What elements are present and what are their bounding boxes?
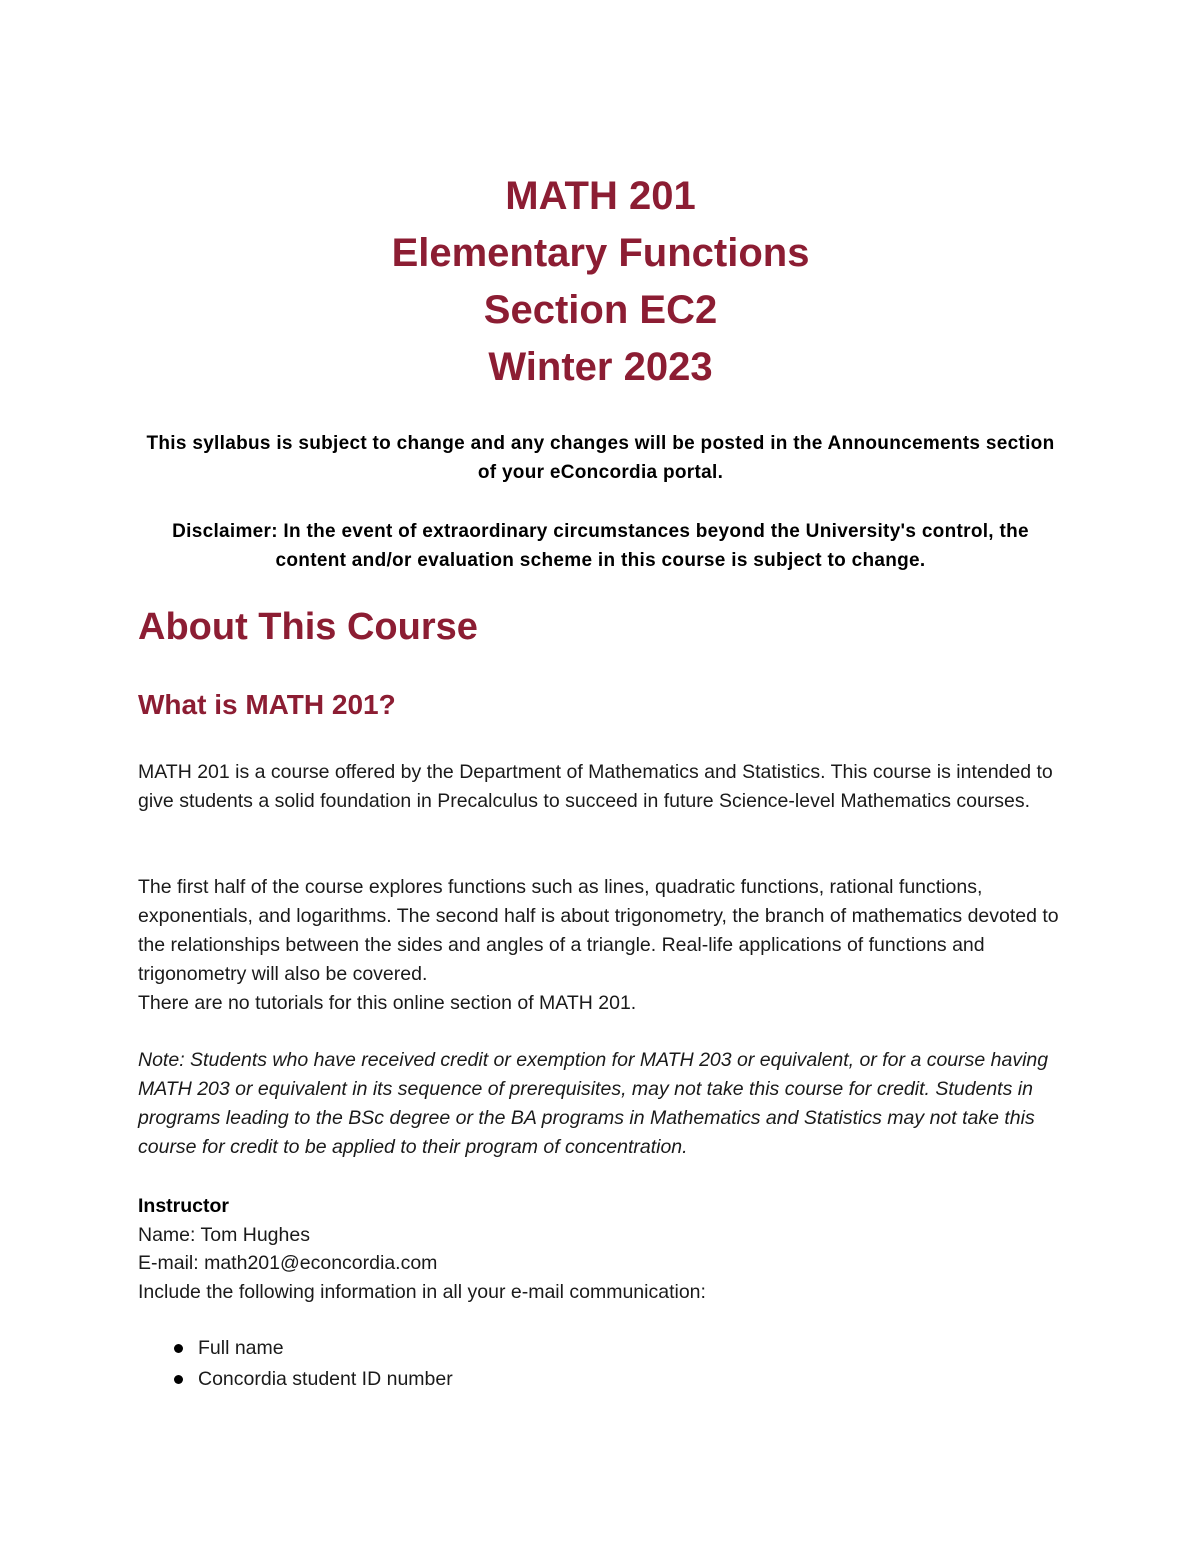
list-item (138, 1364, 453, 1395)
about-heading: About This Course (138, 606, 478, 648)
course-term: Winter 2023 (488, 345, 713, 389)
bullet-icon (174, 1344, 183, 1353)
disclaimer: Disclaimer: In the event of extraordinary circumstances beyond the University's control, the content and/or evaluation scheme in this course is subject to change. (172, 521, 1029, 571)
tutorials-text: There are no tutorials for this online section of MATH 201. (138, 992, 637, 1014)
list-item (138, 1333, 453, 1364)
instructor-email: E-mail: math201@econcordia.com (138, 1252, 438, 1274)
content-text: The first half of the course explores functions such as lines, quadratic functions, rational functions, exponentials, and logarithms. The second half is about trigonometry, the branch of mathematics devoted to the relationships between the sides and angles of a triangle. Real-life applications of functions and trigonometry will also be covered. (138, 876, 1059, 985)
course-section: Section EC2 (483, 288, 718, 332)
what-is-heading: What is MATH 201? (138, 689, 396, 720)
content-paragraph (138, 873, 1063, 1018)
intro-text: MATH 201 is a course offered by the Department of Mathematics and Statistics. This course is intended to give students a solid foundation in Precalculus to succeed in future Science-level Mathematics courses. (138, 761, 1053, 812)
list-item-label: Full name (198, 1337, 284, 1359)
list-item-label: Concordia student ID number (198, 1368, 453, 1390)
instructor-label: Instructor (138, 1195, 230, 1217)
title-block (138, 168, 1063, 396)
email-info-list (138, 1333, 453, 1395)
instructor-name: Name: Tom Hughes (138, 1223, 310, 1246)
intro-paragraph (138, 758, 1063, 816)
course-title: Elementary Functions (391, 231, 810, 275)
note-paragraph (138, 1046, 1063, 1162)
instructor-block (138, 1192, 1063, 1306)
change-notice: This syllabus is subject to change and any changes will be posted in the Announcements section of your eConcordia portal. (146, 433, 1055, 483)
course-code: MATH 201 (505, 174, 696, 218)
email-instructions: Include the following information in all your e-mail communication: (138, 1280, 706, 1303)
bullet-icon (174, 1375, 183, 1384)
note-text: Note: Students who have received credit or exemption for MATH 203 or equivalent, or for a course having MATH 203 or equivalent in its sequence of prerequisites, may not take this course for credit. Students in programs leading to the BSc degree or the BA programs in Mathematics and Statistics may not take this course for credit to be applied to their program of concentration. (138, 1049, 1049, 1158)
